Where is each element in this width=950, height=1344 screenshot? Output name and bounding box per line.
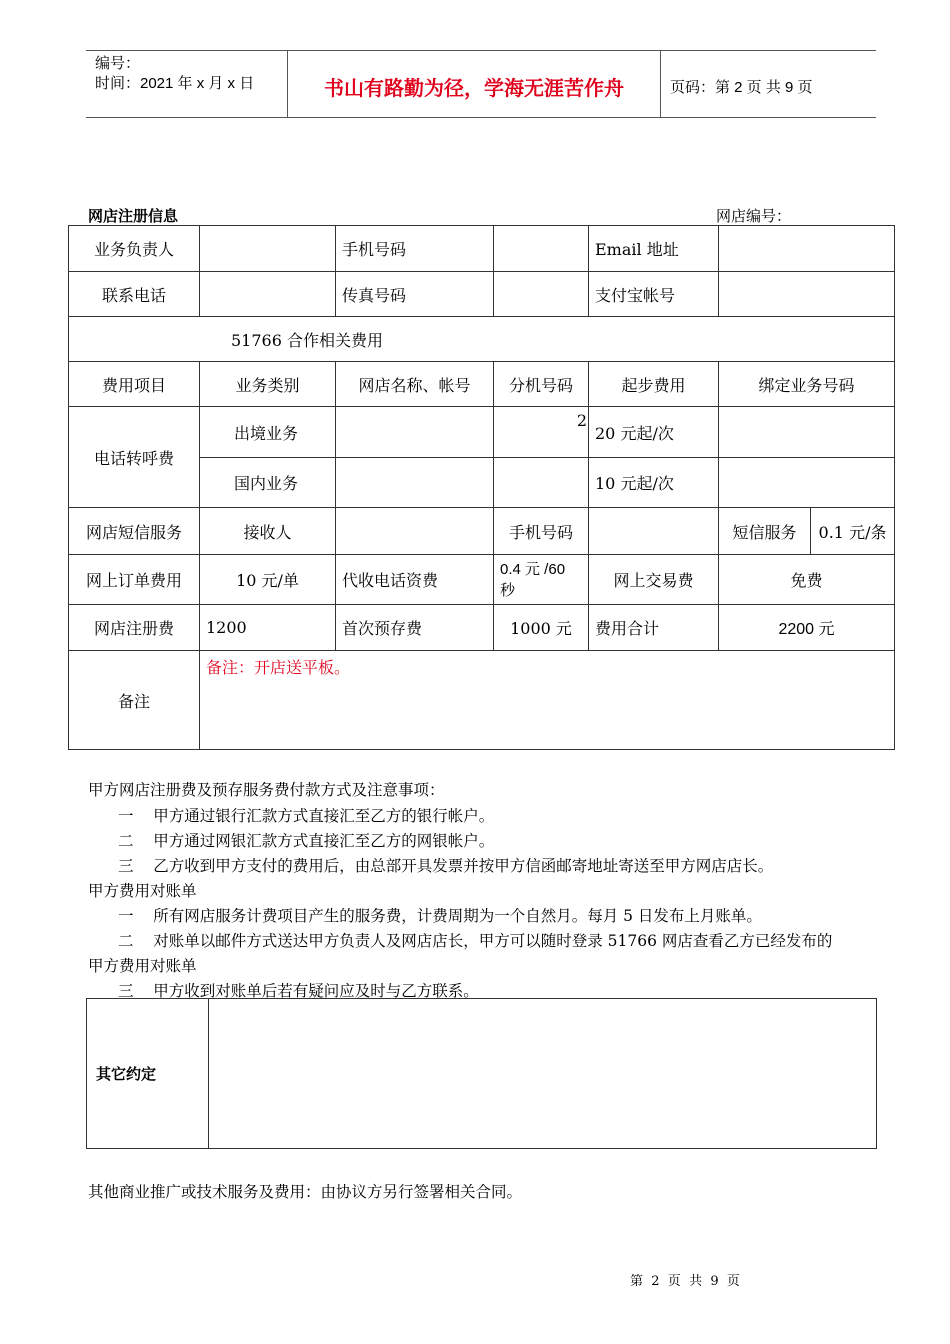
- sms-receiver-label: 接收人: [200, 508, 336, 555]
- table-row: [69, 272, 895, 317]
- order-fee-label: 网上订单费用: [69, 555, 200, 605]
- table-row: [69, 508, 895, 555]
- header-number-label: 编号：: [95, 55, 141, 72]
- header-time-label: 时间：2021 年 x 月 x 日: [95, 75, 255, 92]
- alipay-field[interactable]: [719, 272, 895, 317]
- fee-header-start-fee: 起步费用: [589, 362, 719, 407]
- table-row: [69, 407, 895, 458]
- fax-field[interactable]: [494, 272, 589, 317]
- domestic-start-fee: 10 元起/次: [589, 458, 719, 508]
- table-row: [69, 605, 895, 651]
- payment-item-2: 二 甲方通过网银汇款方式直接汇至乙方的网银帐户。: [118, 832, 495, 850]
- collect-phone-price: 0.4 元 /60 秒: [494, 555, 589, 605]
- domestic-bound-number[interactable]: [719, 458, 895, 508]
- sms-label: 网店短信服务: [69, 508, 200, 555]
- email-field[interactable]: [719, 226, 895, 272]
- register-fee-label: 网店注册费: [69, 605, 200, 651]
- outbound-shop-account[interactable]: [336, 407, 494, 458]
- domestic-extension[interactable]: [494, 458, 589, 508]
- other-agreements-label: 其它约定: [87, 999, 209, 1149]
- transfer-fee-label: 电话转呼费: [69, 407, 200, 508]
- remark-text: 备注：开店送平板。: [200, 651, 895, 750]
- header-bottom-rule: [86, 117, 876, 118]
- table-row: [69, 651, 895, 750]
- collect-phone-label: 代收电话资费: [336, 555, 494, 605]
- fee-header-item: 费用项目: [69, 362, 200, 407]
- table-row: [69, 555, 895, 605]
- fee-header-bound-number: 绑定业务号码: [719, 362, 895, 407]
- fax-label: 传真号码: [336, 272, 494, 317]
- mobile-field[interactable]: [494, 226, 589, 272]
- billing-item-2-line-2: 甲方费用对账单: [88, 957, 197, 975]
- billing-item-2-line-1: 二 对账单以邮件方式送达甲方负责人及网店店长，甲方可以随时登录 51766 网店查看乙方已经发布的: [118, 932, 833, 950]
- other-agreements-table: [86, 998, 877, 1149]
- payment-title: 甲方网店注册费及预存服务费付款方式及注意事项：: [88, 781, 445, 799]
- owner-label: 业务负责人: [69, 226, 200, 272]
- owner-field[interactable]: [200, 226, 336, 272]
- sms-service-label: 短信服务: [719, 508, 811, 555]
- billing-item-3: 三 甲方收到对账单后若有疑问应及时与乙方联系。: [118, 982, 479, 1000]
- header-top-rule: [86, 50, 876, 51]
- section-title: 网店注册信息: [88, 207, 179, 225]
- table-row: [69, 317, 895, 362]
- sms-service-price: 0.1 元/条: [811, 508, 895, 555]
- trade-fee-label: 网上交易费: [589, 555, 719, 605]
- header-motto: 书山有路勤为径，学海无涯苦作舟: [324, 76, 624, 100]
- fee-header-row: [69, 362, 895, 407]
- registration-table: [68, 225, 895, 750]
- payment-item-3: 三 乙方收到甲方支付的费用后，由总部开具发票并按甲方信函邮寄地址寄送至甲方网店店长。: [118, 857, 774, 875]
- sms-mobile-label: 手机号码: [494, 508, 589, 555]
- shop-number-label: 网店编号：: [716, 207, 792, 225]
- page-footer: 第 2 页 共 9 页: [630, 1274, 740, 1289]
- payment-item-1: 一 甲方通过银行汇款方式直接汇至乙方的银行帐户。: [118, 807, 495, 825]
- outbound-category: 出境业务: [200, 407, 336, 458]
- billing-title: 甲方费用对账单: [88, 882, 197, 900]
- mobile-label: 手机号码: [336, 226, 494, 272]
- remark-label: 备注: [69, 651, 200, 750]
- phone-field[interactable]: [200, 272, 336, 317]
- sms-mobile-field[interactable]: [589, 508, 719, 555]
- register-fee-value: 1200: [200, 605, 336, 651]
- order-fee-price: 10 元/单: [200, 555, 336, 605]
- domestic-category: 国内业务: [200, 458, 336, 508]
- email-label: Email 地址: [589, 226, 719, 272]
- footer-note: 其他商业推广或技术服务及费用：由协议方另行签署相关合同。: [88, 1183, 523, 1201]
- outbound-bound-number[interactable]: [719, 407, 895, 458]
- total-label: 费用合计: [589, 605, 719, 651]
- fee-header-extension: 分机号码: [494, 362, 589, 407]
- phone-label: 联系电话: [69, 272, 200, 317]
- fee-header-category: 业务类别: [200, 362, 336, 407]
- outbound-extension: 2: [494, 407, 589, 458]
- outbound-start-fee: 20 元起/次: [589, 407, 719, 458]
- header-divider-right: [660, 50, 661, 117]
- alipay-label: 支付宝帐号: [589, 272, 719, 317]
- domestic-shop-account[interactable]: [336, 458, 494, 508]
- billing-item-1: 一 所有网店服务计费项目产生的服务费，计费周期为一个自然月。每月 5 日发布上月账单。: [118, 907, 762, 925]
- prepay-value: 1000 元: [494, 605, 589, 651]
- total-value: 2200 元: [719, 605, 895, 651]
- fee-header-shop-account: 网店名称、帐号: [336, 362, 494, 407]
- trade-fee-price: 免费: [719, 555, 895, 605]
- header-page-label: 页码：第 2 页 共 9 页: [670, 79, 813, 96]
- fees-title: 51766 合作相关费用: [69, 317, 895, 362]
- other-agreements-content[interactable]: [209, 999, 877, 1149]
- prepay-label: 首次预存费: [336, 605, 494, 651]
- sms-receiver-field[interactable]: [336, 508, 494, 555]
- table-row: [69, 226, 895, 272]
- table-row: [87, 999, 877, 1149]
